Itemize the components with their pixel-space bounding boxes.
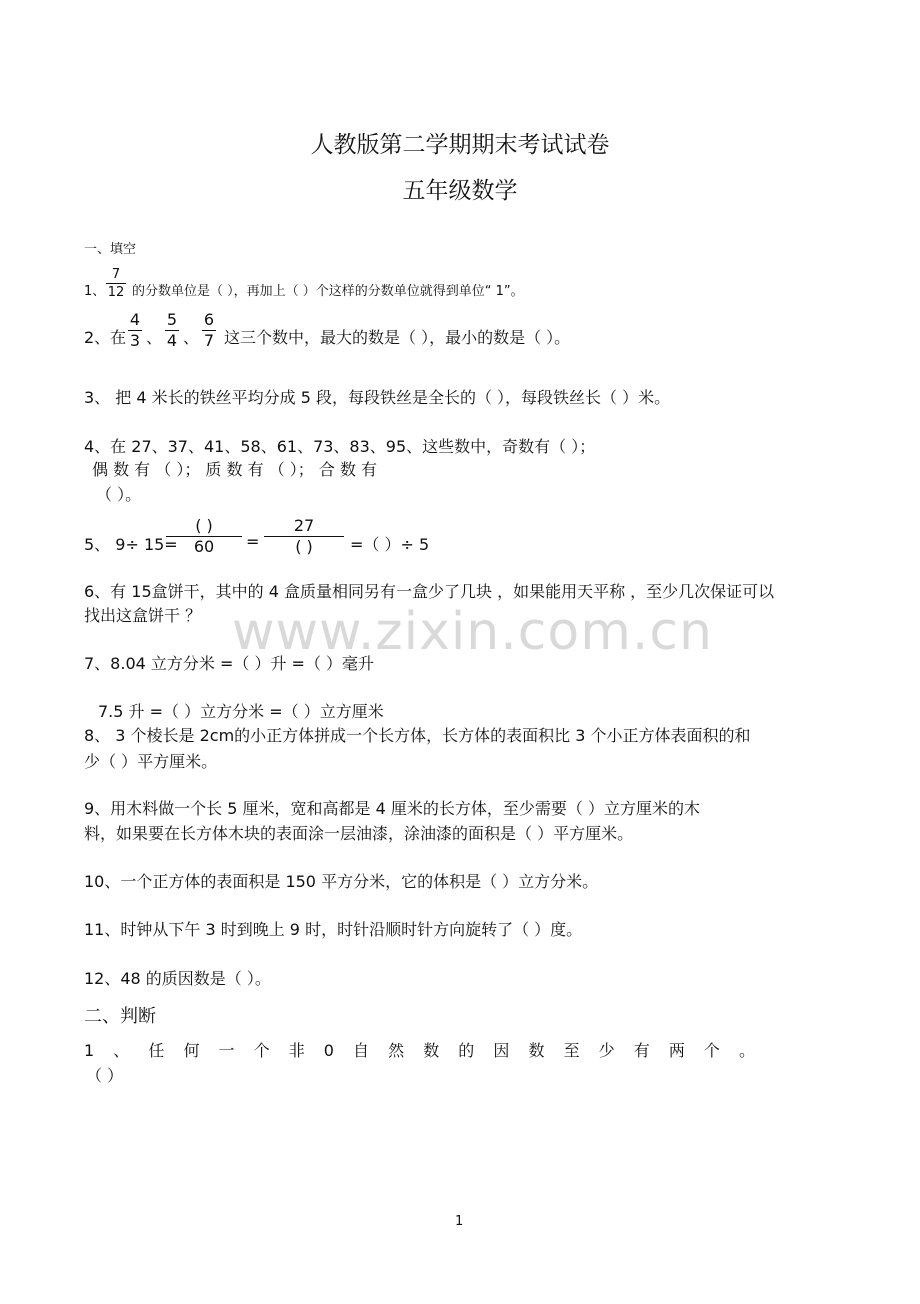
separator: 、 <box>183 328 200 347</box>
page-number: 1 <box>455 1214 464 1229</box>
fraction <box>166 518 242 555</box>
question-11: 11、时钟从下午 3 时到晚上 9 时，时针沿顺时针方向旋转了（ ）度。 <box>84 920 583 939</box>
fraction-numerator: 27 <box>293 516 315 535</box>
section-heading-true-false: 二、判断 <box>84 1006 156 1027</box>
question-line: 7.5 升 =（ ）立方分米 =（ ）立方厘米 <box>98 702 384 721</box>
fraction-denominator: 7 <box>203 331 215 350</box>
fraction-numerator: 6 <box>203 310 215 329</box>
question-line: 1 、 任 何 一 个 非 0 自 然 数 的 因 数 至 少 有 两 个 。 <box>84 1041 762 1060</box>
answer-brackets: （ ） <box>86 1066 124 1085</box>
fraction <box>264 518 344 555</box>
fraction-bar <box>106 283 126 284</box>
question-text: 这三个数中，最大的数是（ ），最小的数是（ ）。 <box>224 328 571 347</box>
question-line: 7、8.04 立方分米 =（ ）升 =（ ）毫升 <box>84 654 375 673</box>
fraction-denominator: ( ) <box>295 537 313 556</box>
question-12: 12、48 的质因数是（ ）。 <box>84 969 271 988</box>
fraction-denominator: 4 <box>166 331 178 350</box>
fraction-numerator: ( ) <box>195 516 213 535</box>
question-number: 5、 9÷ 15= <box>84 535 178 554</box>
question-text: =（ ）÷ 5 <box>350 535 430 554</box>
fraction <box>202 312 216 349</box>
fraction <box>106 268 126 299</box>
fraction-numerator: 7 <box>111 267 121 282</box>
fraction <box>165 312 179 349</box>
question-line: 4、在 27、37、41、58、61、73、83、95、这些数中，奇数有（ ）； <box>84 437 596 456</box>
separator: 、 <box>146 328 163 347</box>
question-3: 3、 把 4 米长的铁丝平均分成 5 段，每段铁丝是全长的（ ），每段铁丝长（ ）米。 <box>84 388 671 407</box>
question-number: 2、在 <box>84 328 127 347</box>
question-number: 1、 <box>84 284 106 299</box>
exam-subtitle: 五年级数学 <box>402 178 518 204</box>
question-text: 的分数单位是（ ），再加上（ ）个这样的分数单位就得到单位“ 1”。 <box>132 284 524 299</box>
question-line: 少（ ）平方厘米。 <box>84 752 218 771</box>
question-10: 10、一个正方体的表面积是 150 平方分米，它的体积是（ ）立方分米。 <box>84 872 599 891</box>
question-line: 8、 3 个棱长是 2cm的小正方体拼成一个长方体，长方体的表面积比 3 个小正方体表面积的和 <box>84 726 751 745</box>
fraction <box>128 312 142 349</box>
question-line: （ ）。 <box>96 485 142 504</box>
exam-title: 人教版第二学期期末考试试卷 <box>310 132 610 158</box>
fraction-denominator: 60 <box>193 537 215 556</box>
fraction-denominator: 12 <box>107 285 125 300</box>
question-line: 找出这盒饼干 ？ <box>84 606 202 625</box>
equals-sign: = <box>246 532 260 551</box>
question-line: 9、用木料做一个长 5 厘米，宽和高都是 4 厘米的长方体，至少需要（ ）立方厘米的木 <box>84 799 700 818</box>
watermark: www.zixin.com.cn <box>232 602 713 662</box>
question-line: 偶 数 有 （ ）； 质 数 有 （ ）； 合 数 有 <box>92 460 378 479</box>
question-line: 料，如果要在长方体木块的表面涂一层油漆，涂油漆的面积是（ ）平方厘米。 <box>84 824 634 843</box>
section-heading-fill-in: 一、填空 <box>84 242 137 257</box>
fraction-numerator: 5 <box>166 310 178 329</box>
fraction-denominator: 3 <box>129 331 141 350</box>
fraction-numerator: 4 <box>129 310 141 329</box>
question-line: 6、有 15盒饼干，其中的 4 盒质量相同另有一盒少了几块 ，如果能用天平称 ，至少几次保证可以 <box>84 582 775 601</box>
